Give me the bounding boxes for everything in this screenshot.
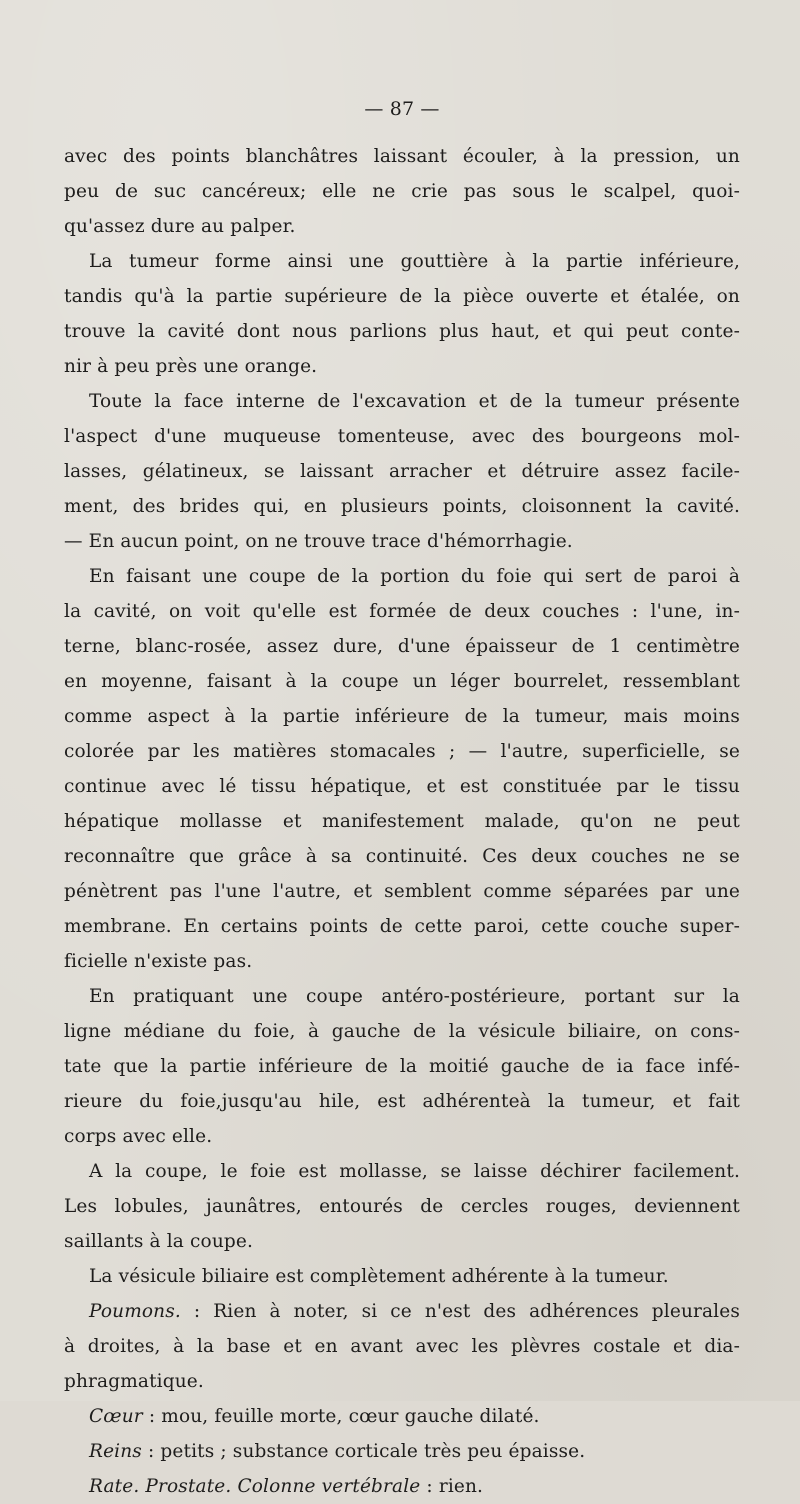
text-line: En faisant une coupe de la portion du foie qui sert de paroi à xyxy=(89,566,740,587)
text-line: nir à peu près une orange. xyxy=(64,356,318,377)
paragraph xyxy=(64,1434,740,1469)
paragraph xyxy=(64,1399,740,1434)
text-line: trouve la cavité dont nous parlions plus haut, et qui peut conte- xyxy=(64,321,740,342)
text-line: — En aucun point, on ne trouve trace d'hémorrhagie. xyxy=(64,531,573,552)
text-line: peu de suc cancéreux; elle ne crie pas sous le scalpel, quoi- xyxy=(64,181,740,202)
text-fragment: : mou, feuille morte, cœur gauche dilaté. xyxy=(142,1406,540,1427)
paragraph xyxy=(64,244,740,384)
paragraph xyxy=(64,1294,740,1399)
text-line: comme aspect à la partie inférieure de la tumeur, mais moins xyxy=(64,706,740,727)
text-line: terne, blanc-rosée, assez dure, d'une épaisseur de 1 centimètre xyxy=(64,636,740,657)
text-line: continue avec lé tissu hépatique, et est constituée par le tissu xyxy=(64,776,740,797)
paragraph xyxy=(64,1259,740,1294)
text-fragment: : rien. xyxy=(420,1476,484,1497)
text-line: tate que la partie inférieure de la moitié gauche de ia face infé- xyxy=(64,1056,740,1077)
paragraph xyxy=(64,1469,740,1504)
text-line: qu'assez dure au palper. xyxy=(64,216,296,237)
text-line: lasses, gélatineux, se laissant arracher et détruire assez facile- xyxy=(64,461,740,482)
text-fragment: : Rien à noter, si ce n'est des adhérences pleurales xyxy=(180,1301,740,1322)
section-lead-lungs: Poumons. xyxy=(89,1301,181,1322)
text-line: reconnaître que grâce à sa continuité. Ces deux couches ne se xyxy=(64,846,740,867)
text-line: phragmatique. xyxy=(64,1371,204,1392)
text-line: colorée par les matières stomacales ; — l'autre, superficielle, se xyxy=(64,741,740,762)
text-line: La vésicule biliaire est complètement adhérente à la tumeur. xyxy=(89,1266,669,1287)
text-line: Les lobules, jaunâtres, entourés de cercles rouges, deviennent xyxy=(64,1196,740,1217)
text-line: à droites, à la base et en avant avec les plèvres costale et dia- xyxy=(64,1336,740,1357)
paragraph xyxy=(64,1154,740,1259)
section-lead-other-organs: Rate. Prostate. Colonne vertébrale xyxy=(89,1476,421,1497)
text-fragment: : petits ; substance corticale très peu épaisse. xyxy=(141,1441,586,1462)
text-line: avec des points blanchâtres laissant écouler, à la pression, un xyxy=(64,146,740,167)
text-line: Toute la face interne de l'excavation et de la tumeur présente xyxy=(89,391,740,412)
paragraph xyxy=(64,384,740,559)
text-line: saillants à la coupe. xyxy=(64,1231,253,1252)
text-line: l'aspect d'une muqueuse tomenteuse, avec des bourgeons mol- xyxy=(64,426,740,447)
text-line: En pratiquant une coupe antéro-postérieure, portant sur la xyxy=(89,986,740,1007)
text-line xyxy=(64,1399,740,1434)
section-lead-heart: Cœur xyxy=(89,1406,143,1427)
text-line: ment, des brides qui, en plusieurs points, cloisonnent la cavité. xyxy=(64,496,740,517)
paragraph xyxy=(64,139,740,244)
text-line: la cavité, on voit qu'elle est formée de deux couches : l'une, in- xyxy=(64,601,740,622)
text-line: hépatique mollasse et manifestement malade, qu'on ne peut xyxy=(64,811,740,832)
text-line: ficielle n'existe pas. xyxy=(64,951,253,972)
text-line: corps avec elle. xyxy=(64,1126,213,1147)
section-lead-kidneys: Reins xyxy=(89,1441,142,1462)
text-line: A la coupe, le foie est mollasse, se laisse déchirer facilement. xyxy=(89,1161,740,1182)
text-line: pénètrent pas l'une l'autre, et semblent comme séparées par une xyxy=(64,881,740,902)
paragraph xyxy=(64,979,740,1154)
page-number: — 87 — xyxy=(364,98,440,120)
text-line: rieure du foie,jusqu'au hile, est adhérenteà la tumeur, et fait xyxy=(64,1091,740,1112)
text-line: en moyenne, faisant à la coupe un léger bourrelet, ressemblant xyxy=(64,671,740,692)
text-line: tandis qu'à la partie supérieure de la pièce ouverte et étalée, on xyxy=(64,286,740,307)
text-line xyxy=(64,1294,740,1329)
text-line: La tumeur forme ainsi une gouttière à la partie inférieure, xyxy=(89,251,740,272)
page-content xyxy=(64,92,740,1504)
text-line: membrane. En certains points de cette paroi, cette couche super- xyxy=(64,916,740,937)
text-line: ligne médiane du foie, à gauche de la vésicule biliaire, on cons- xyxy=(64,1021,740,1042)
text-line xyxy=(64,1434,740,1469)
text-line xyxy=(64,1469,740,1504)
paragraph xyxy=(64,559,740,979)
